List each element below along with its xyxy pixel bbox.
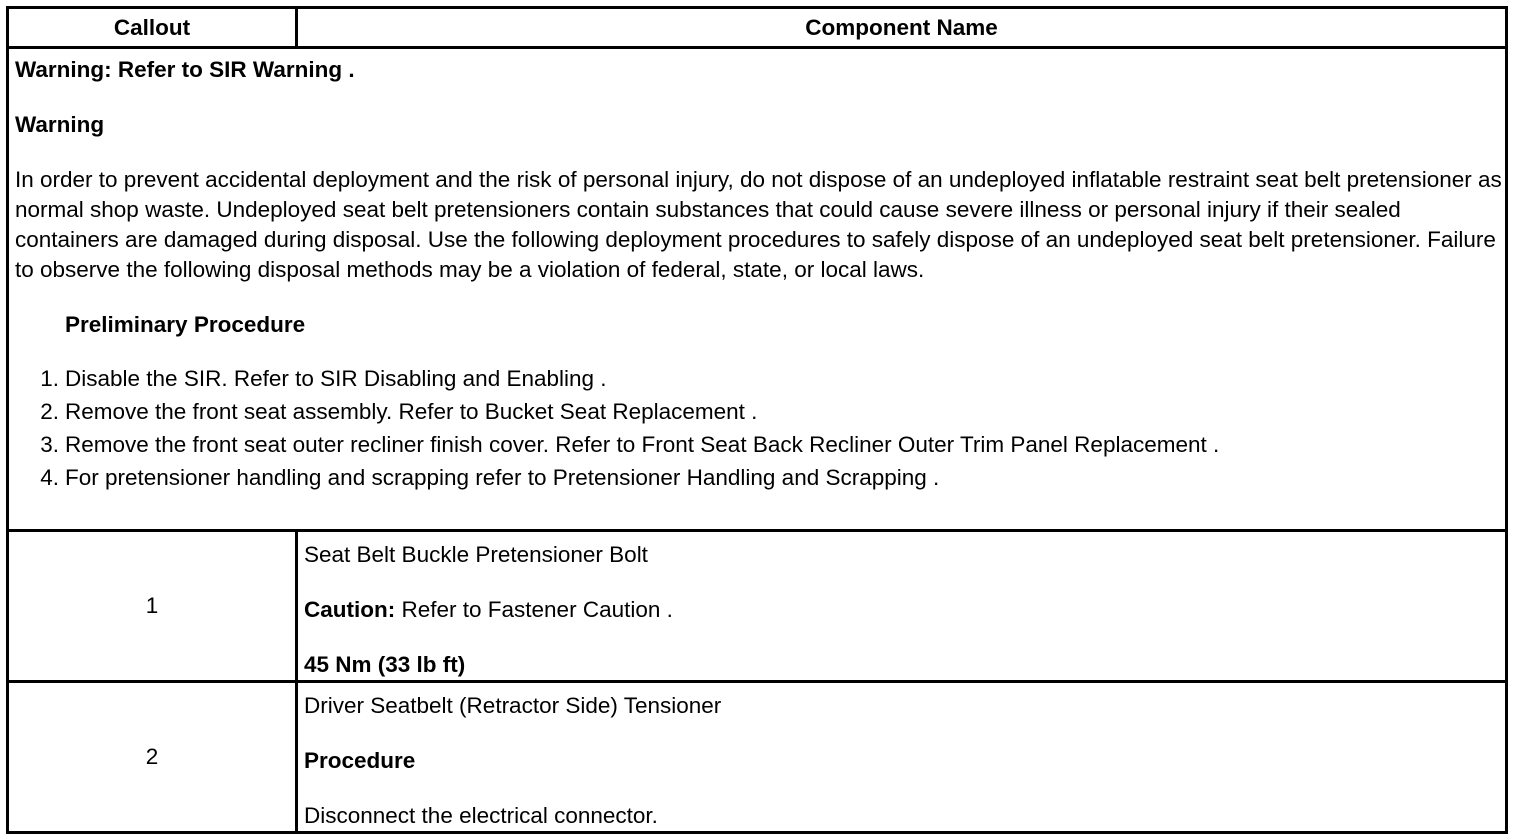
table-row (8, 682, 1507, 833)
preliminary-procedure-heading: Preliminary Procedure (65, 312, 306, 337)
procedure-text: Disconnect the electrical connector. (304, 803, 658, 828)
header-row (8, 8, 1507, 48)
sir-warning-reference: Warning: Refer to SIR Warning . (15, 57, 355, 82)
step-number: 3. (40, 432, 59, 457)
warning-cell (8, 48, 1507, 531)
component-cell (297, 531, 1507, 682)
list-item (15, 362, 1505, 395)
callout-header: Callout (8, 8, 297, 48)
component-name-header: Component Name (297, 8, 1507, 48)
step-number: 2. (40, 399, 59, 424)
procedure-heading: Procedure (304, 748, 416, 773)
step-number: 1. (40, 366, 59, 391)
torque-spec: 45 Nm (33 lb ft) (304, 652, 466, 677)
warning-heading: Warning (15, 112, 105, 137)
table-row (8, 531, 1507, 682)
component-name: Seat Belt Buckle Pretensioner Bolt (304, 542, 648, 567)
step-number: 4. (40, 465, 59, 490)
caution-line (304, 595, 1505, 625)
callout-number: 1 (8, 531, 297, 682)
step-text: Disable the SIR. Refer to SIR Disabling and Enabling . (65, 366, 607, 391)
step-text: Remove the front seat outer recliner finish cover. Refer to Front Seat Back Recliner Outer Trim Panel Replacement . (65, 432, 1220, 457)
step-text: Remove the front seat assembly. Refer to Bucket Seat Replacement . (65, 399, 758, 424)
component-name: Driver Seatbelt (Retractor Side) Tensioner (304, 693, 722, 718)
caution-text: Refer to Fastener Caution . (395, 597, 673, 622)
list-item (15, 428, 1505, 461)
step-text: For pretensioner handling and scrapping refer to Pretensioner Handling and Scrapping . (65, 465, 940, 490)
caution-label: Caution: (304, 597, 396, 622)
warning-row (8, 48, 1507, 531)
preliminary-steps-list (15, 362, 1505, 494)
component-table (6, 6, 1508, 834)
callout-number: 2 (8, 682, 297, 833)
list-item (15, 395, 1505, 428)
warning-text: In order to prevent accidental deployment and the risk of personal injury, do not dispose of an undeployed inflatable restraint seat belt pretensioner as normal shop waste. Undeployed seat belt pretensioners contain substances that could cause severe illness or personal injury if their sealed containers are damaged during disposal. Use the following deployment procedures to safely dispose of an undeployed seat belt pretensioner. Failure to observe the following disposal methods may be a violation of federal, state, or local laws. (15, 167, 1502, 282)
component-cell (297, 682, 1507, 833)
list-item (15, 461, 1505, 494)
